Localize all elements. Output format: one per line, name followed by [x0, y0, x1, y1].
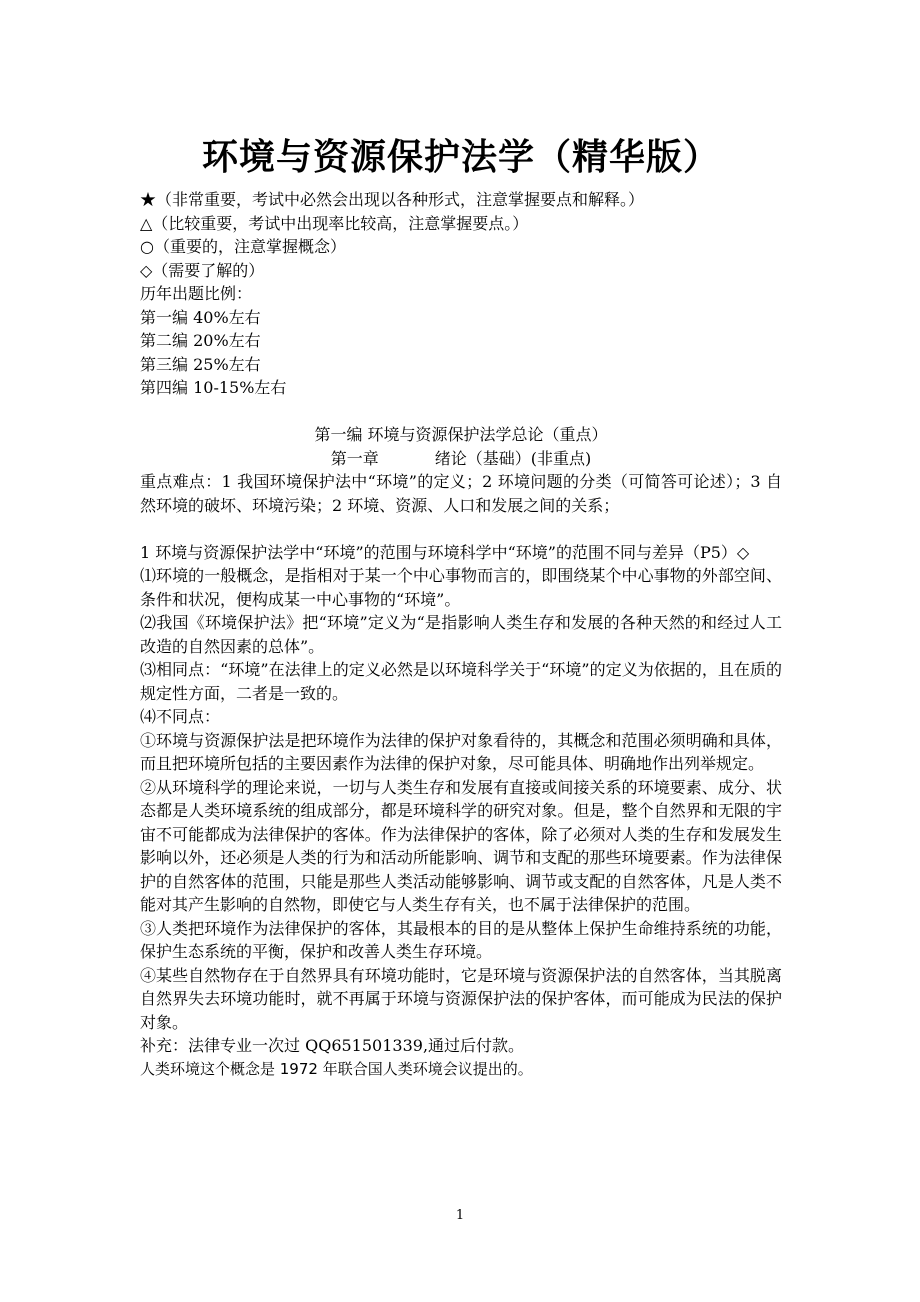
paragraph-differences-heading: ⑷不同点：: [140, 707, 221, 726]
chapter-title: 绪论（基础）(非重点): [434, 448, 592, 468]
chapter-heading: [140, 447, 782, 471]
legend-star: ★（非常重要，考试中必然会出现以各种形式，注意掌握要点和解释。）: [140, 190, 645, 209]
legend-diamond: ◇（需要了解的）: [140, 260, 265, 280]
closing-note: 人类环境这个概念是 1972 年联合国人类环境会议提出的。: [140, 1059, 533, 1078]
spacer: [140, 517, 782, 541]
legend-circle: ○（重要的，注意掌握概念）: [140, 237, 346, 256]
paragraph-difference-2: ②从环境科学的理论来说，一切与人类生存和发展有直接或间接关系的环境要素、成分、状态都是人类环境系统的组成部分，都是环境科学的研究对象。但是，整个自然界和无限的宇宙不可能都成为法律保护的客体。作为法律保护的客体，除了必须对人类的生存和发展发生影响以外，还必须是人类的行为和活动所能影响、调节和支配的那些环境要素。作为法律保护的自然客体的范围，只能是那些人类活动能够影响、调节或支配的自然客体，凡是人类不能对其产生影响的自然物，即使它与人类生存有关，也不属于法律保护的范围。: [140, 777, 782, 914]
spacer: [140, 400, 782, 424]
section-heading: 1 环境与资源保护法学中“环境”的范围与环境科学中“环境”的范围不同与差异（P5）◇: [140, 542, 750, 562]
key-points: 重点难点：1 我国环境保护法中“环境”的定义；2 环境问题的分类（可简答可论述）；3 自然环境的破坏、环境污染；2 环境、资源、人口和发展之间的关系；: [140, 472, 782, 515]
paragraph-legal-definition: ⑵我国《环境保护法》把“环境”定义为“是指影响人类生存和发展的各种天然的和经过人工改造的自然因素的总体”。: [140, 613, 782, 656]
paragraph-difference-3: ③人类把环境作为法律保护的客体，其最根本的目的是从整体上保护生命维持系统的功能，保护生态系统的平衡，保护和改善人类生存环境。: [140, 918, 782, 961]
legend-triangle: △（比较重要，考试中出现率比较高，注意掌握要点。）: [140, 213, 529, 233]
ratio-part-4: 第四编 10-15%左右: [140, 378, 287, 397]
part-heading: 第一编 环境与资源保护法学总论（重点）: [314, 425, 608, 444]
ratio-part-3: 第三编 25%左右: [140, 354, 261, 374]
chapter-label: 第一章: [330, 448, 379, 468]
paragraph-general-concept: ⑴环境的一般概念，是指相对于某一个中心事物而言的，即围绕某个中心事物的外部空间、条件和状况，便构成某一中心事物的“环境”。: [140, 566, 782, 609]
ratio-part-1: 第一编 40%左右: [140, 307, 261, 327]
ratio-heading: 历年出题比例：: [140, 284, 253, 303]
paragraph-difference-4: ④某些自然物存在于自然界具有环境功能时，它是环境与资源保护法的自然客体，当其脱离自然界失去环境功能时，就不再属于环境与资源保护法的保护客体，而可能成为民法的保护对象。: [140, 965, 782, 1032]
document-title: 环境与资源保护法学（精华版）: [201, 137, 720, 178]
page-number: 1: [455, 1208, 465, 1223]
paragraph-difference-1: ①环境与资源保护法是把环境作为法律的保护对象看待的，其概念和范围必须明确和具体，而且把环境所包括的主要因素作为法律的保护对象，尽可能具体、明确地作出列举规定。: [140, 730, 782, 773]
supplement-note: 补充：法律专业一次过 QQ651501339,通过后付款。: [140, 1036, 525, 1055]
document-page: [140, 128, 782, 1081]
paragraph-similarity: ⑶相同点：“环境”在法律上的定义必然是以环境科学关于“环境”的定义为依据的，且在质的规定性方面，二者是一致的。: [140, 660, 782, 703]
ratio-part-2: 第二编 20%左右: [140, 331, 261, 350]
